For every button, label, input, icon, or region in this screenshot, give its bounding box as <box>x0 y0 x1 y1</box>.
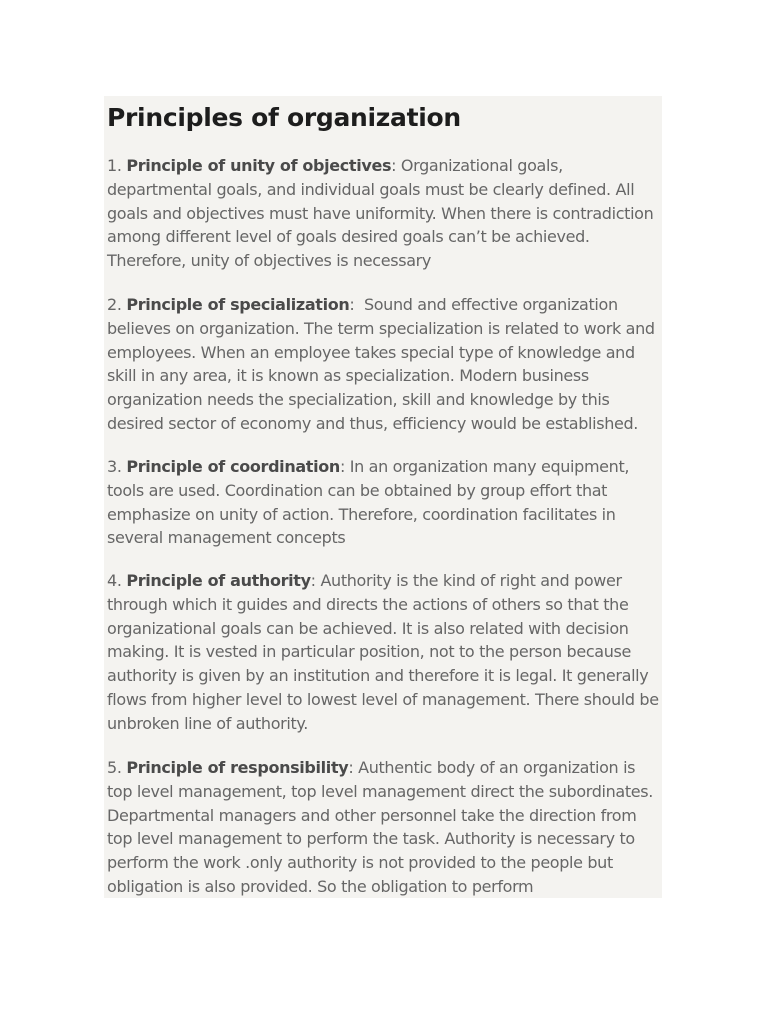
principle-separator: : <box>348 758 354 777</box>
page-title: Principles of organization <box>107 103 461 132</box>
principle-heading: Principle of unity of objectives <box>126 156 392 175</box>
principle-paragraph-4 <box>107 569 659 736</box>
principle-paragraph-2 <box>107 293 659 436</box>
principle-paragraph-5 <box>107 756 659 898</box>
principle-heading: Principle of specialization <box>126 295 350 314</box>
principle-heading: Principle of responsibility <box>126 758 349 777</box>
principle-paragraph-3 <box>107 455 659 550</box>
principle-number: 1. <box>107 156 122 175</box>
article-panel <box>104 96 662 898</box>
principle-text: Organizational goals, departmental goals, and individual goals must be clearly defined. All goals and objectives must have uniformity. When there is contradiction among different level of goals desired goals can’t be achieved. Therefore, unity of objectives is necessary <box>107 156 654 271</box>
principle-text: Authority is the kind of right and power through which it guides and directs the actions of others so that the organizational goals can be achieved. It is also related with decision making. It is vested in particular position, not to the person because authority is given by an institution and therefore it is legal. It generally flows from higher level to lowest level of management. There should be unbroken line of authority. <box>107 571 659 733</box>
principle-number: 4. <box>107 571 122 590</box>
article-content <box>107 96 660 896</box>
principle-number: 2. <box>107 295 122 314</box>
principle-number: 3. <box>107 457 122 476</box>
principle-heading: Principle of authority <box>126 571 311 590</box>
principle-separator: : <box>349 295 355 314</box>
principle-separator: : <box>310 571 316 590</box>
principle-number: 5. <box>107 758 122 777</box>
principle-text: Sound and effective organization believes on organization. The term specialization is related to work and employees. When an employee takes special type of knowledge and skill in any area, it is known as specialization. Modern business organization needs the specialization, skill and knowledge by this desired sector of economy and thus, efficiency would be established. <box>107 295 660 433</box>
principle-heading: Principle of coordination <box>126 457 340 476</box>
principle-text: Authentic body of an organization is top level management, top level management direct the subordinates. Departmental managers and other personnel take the direction from top level management to perform the task. Authority is necessary to perform the work .only authority is not provided to the people but obligation is also provided. So the obligation to perform <box>107 758 654 896</box>
principle-paragraph-1 <box>107 154 659 273</box>
principle-separator: : <box>391 156 397 175</box>
principle-text: In an organization many equipment, tools are used. Coordination can be obtained by group effort that emphasize on unity of action. Therefore, coordination facilitates in several management concepts <box>107 457 630 548</box>
principle-separator: : <box>339 457 345 476</box>
